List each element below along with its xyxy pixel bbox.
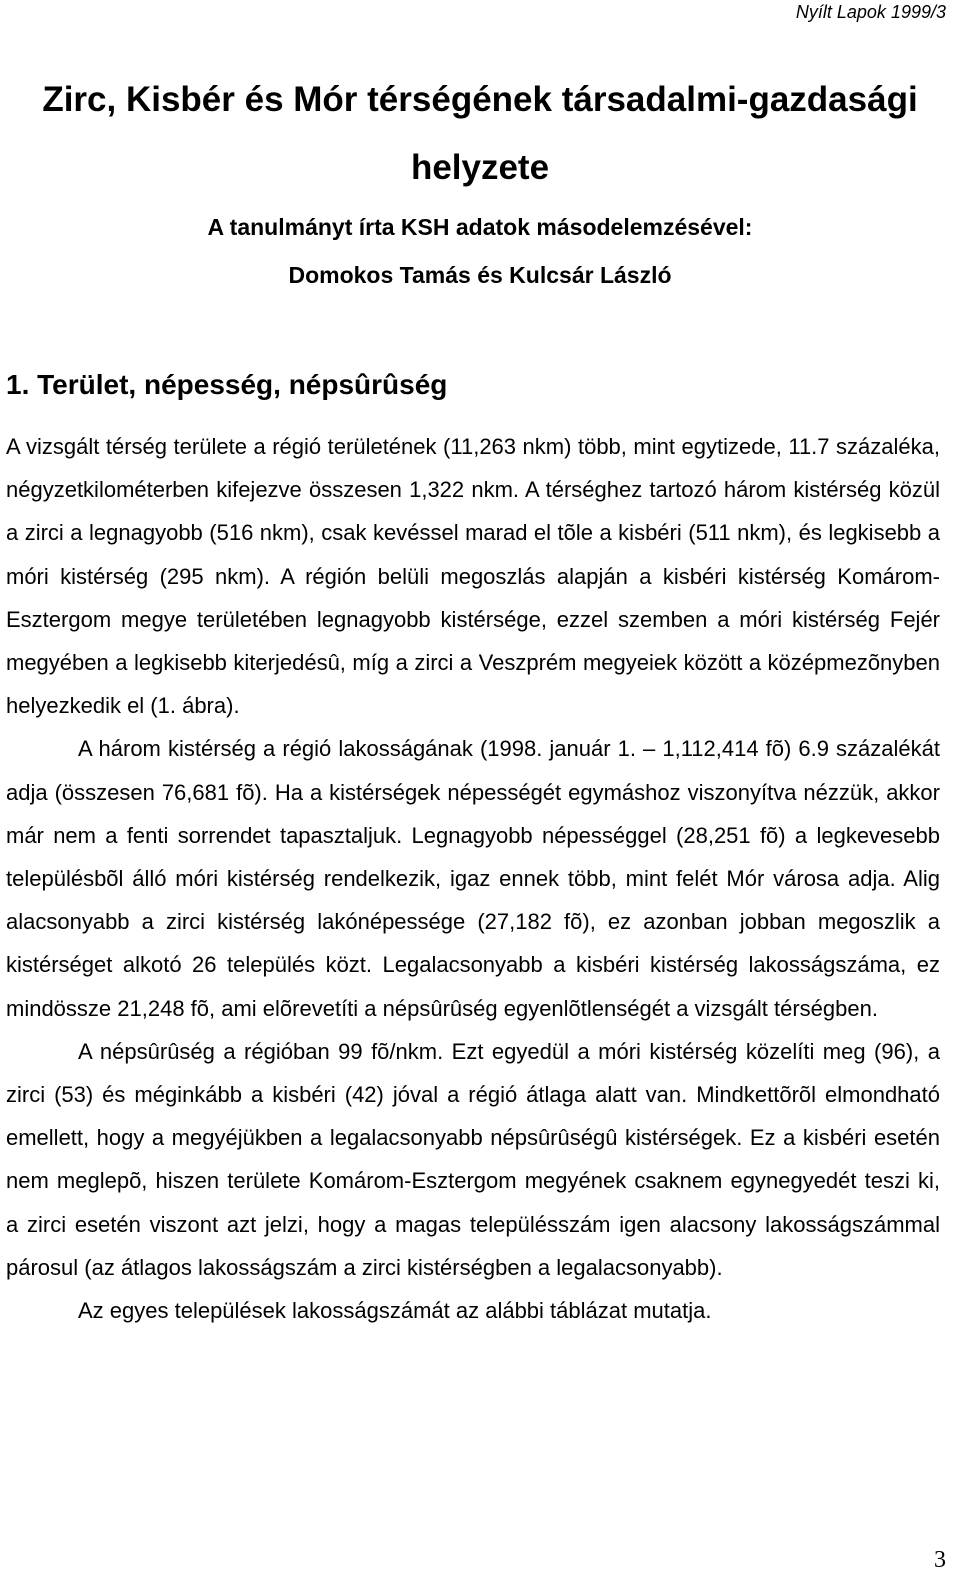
article-title: Zirc, Kisbér és Mór térségének társadalmi-gazdasági helyzete xyxy=(42,80,918,187)
title-block xyxy=(0,66,960,298)
paragraph-density: A népsûrûség a régióban 99 fõ/nkm. Ezt egyedül a móri kistérség közelíti meg (96), a zirci (53) és méginkább a kisbéri (42) jóval a régió átlaga alatt van. Mindkettõrõl elmondható emellett, hogy a megyéjükben a legalacsonyabb népsûrûségû kistérségek. Ez a kisbéri esetén nem meglepõ, hiszen területe Komárom-Esztergom megyének csaknem egynegyedét teszi ki, a zirci esetén viszont azt jelzi, hogy a magas településszám igen alacsony lakosságszámmal párosul (az átlagos lakosságszám a zirci kistérségben a legalacsonyabb). xyxy=(6,1038,940,1280)
paragraph-table-intro: Az egyes települések lakosságszámát az alábbi táblázat mutatja. xyxy=(78,1298,712,1324)
body-text xyxy=(6,425,940,1332)
article-subtitle-line-2: Domokos Tamás és Kulcsár László xyxy=(288,262,672,288)
section-heading: 1. Terület, népesség, népsûrûség xyxy=(6,369,448,400)
running-header: Nyílt Lapok 1999/3 xyxy=(795,2,946,22)
article-subtitle-line-1: A tanulmányt írta KSH adatok másodelemzésével: xyxy=(207,214,753,240)
page-number: 3 xyxy=(934,1547,946,1573)
paragraph-area: A vizsgált térség területe a régió területének (11,263 nkm) több, mint egytizede, 11.7 százaléka, négyzetkilométerben kifejezve összesen 1,322 nkm. A térséghez tartozó három kistérség közül a zirci a legnagyobb (516 nkm), csak kevéssel marad el tõle a kisbéri (511 nkm), és legkisebb a móri kistérség (295 nkm). A régión belüli megoszlás alapján a kisbéri kistérség Komárom-Esztergom megye területében legnagyobb kistérsége, ezzel szemben a móri kistérség Fejér megyében a legkisebb kiterjedésû, míg a zirci a Veszprém megyeiek között a középmezõnyben helyezkedik el (1. ábra). xyxy=(6,434,940,719)
paragraph-population: A három kistérség a régió lakosságának (1998. január 1. – 1,112,414 fõ) 6.9 százalékát adja (összesen 76,681 fõ). Ha a kistérségek népességét egymáshoz viszonyítva nézzük, akkor már nem a fenti sorrendet tapasztaljuk. Legnagyobb népességgel (28,251 fõ) a legkevesebb településbõl álló móri kistérség rendelkezik, igaz ennek több, mint felét Mór városa adja. Alig alacsonyabb a zirci kistérség lakónépessége (27,182 fõ), ez azonban jobban megoszlik a kistérséget alkotó 26 település közt. Legalacsonyabb a kisbéri kistérség lakosságszáma, ez mindössze 21,248 fõ, ami elõrevetíti a népsûrûség egyenlõtlenségét a vizsgált térségben. xyxy=(6,736,940,1021)
